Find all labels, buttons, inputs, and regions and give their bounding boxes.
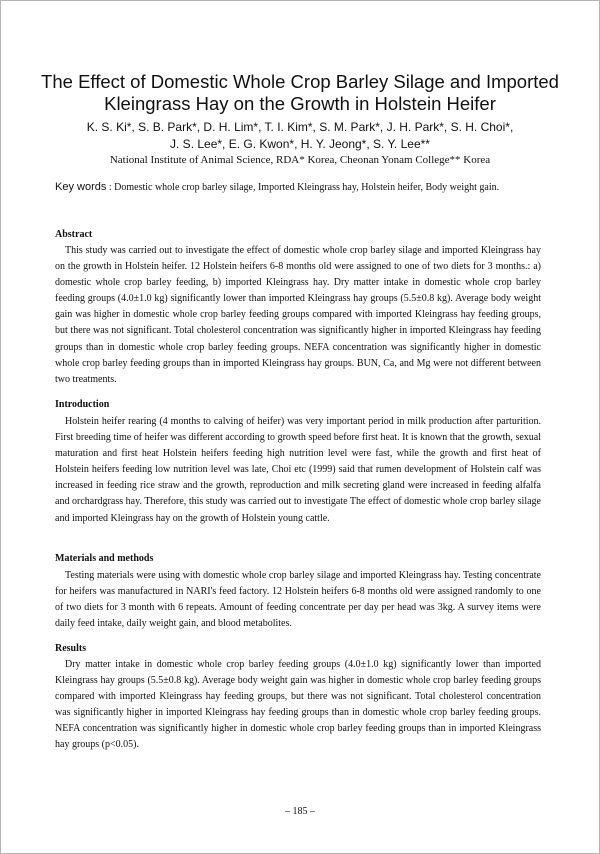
methods-heading: Materials and methods [55,553,154,564]
results-heading: Results [55,643,87,654]
introduction-text: Holstein heifer rearing (4 months to calving of heifer) was very important period in milk production after parturition. First breeding time of heifer was different according to growth speed before first heat. It is known that the growth, sexual maturation and first heat Holstein heifers feeding high nutrition level were fast, while the growth and first heat of Holstein heifers feeding low nutrition level was late, Choi etc (1999) said that rumen development of Holstein calf was increased in feeding rice straw and the growth, reproduction and milk secreting gland were increased in feeding alfalfa and orchardgrass hay. Therefore, this study was carried out to investigate The effect of domestic whole crop barley silage and imported Kleingrass hay on the growth of Holstein young cattle. [55,416,541,524]
methods-text: Testing materials were using with domestic whole crop barley silage and imported Kleingrass hay. Testing concentrate for heifers was manufactured in NARI's feed factory. 12 Holstein heifers 6-8 months old were assigned randomly to one of two diets for 3 month with 6 repeats. Amount of feeding concentrate per day per head was 3kg. A survey items were daily feed intake, daily weight gain, and blood metabolites. [55,570,541,630]
author-list-line-2: J. S. Lee*, E. G. Kwon*, H. Y. Jeong*, S. Y. Lee** [170,137,430,151]
page-number: – 185 – [285,806,315,817]
abstract-heading: Abstract [55,229,93,240]
results-text: Dry matter intake in domestic whole crop barley feeding groups (4.0±1.0 kg) significantly lower than imported Kleingrass hay groups (5.5±0.8 kg). Average body weight gain was higher in domestic whole crop barley feeding groups compared with imported Kleingrass hay feeding groups, but there was not significant. Total cholesterol concentration was significantly higher in imported Kleingrass hay feeding groups than in domestic whole crop barley feeding groups. NEFA concentration was significantly higher in domestic whole crop barley feeding groups than in imported Kleingrass hay groups (p<0.05). [55,659,541,751]
introduction-heading: Introduction [55,399,110,410]
author-list-line-1: K. S. Ki*, S. B. Park*, D. H. Lim*, T. I. Kim*, S. M. Park*, J. H. Park*, S. H. Choi*, [86,120,514,134]
keywords-label: Key words [55,181,107,193]
paper-title-line-1: The Effect of Domestic Whole Crop Barley Silage and Imported [41,71,559,92]
paper-title-line-2: Kleingrass Hay on the Growth in Holstein Heifer [104,93,496,114]
abstract-text: This study was carried out to investigate the effect of domestic whole crop barley silage and imported Kleingrass hay on the growth in Holstein heifer. 12 Holstein heifers 6-8 months old were assigned to one of two diets for 3 months.: a) domestic whole crop barley feeding, b) imported Kleingrass hay. Dry matter intake in domestic whole crop barley feeding groups (4.0±1.0 kg) significantly lower than imported Kleingrass hay groups (5.5±0.8 kg). Average body weight gain was higher in domestic whole crop barley feeding groups compared with imported Kleingrass hay feeding groups, but there was not significant. Total cholesterol concentration was significantly higher in imported Kleingrass hay feeding groups than in domestic whole crop barley feeding groups. NEFA concentration was significantly higher in domestic whole crop barley feeding groups than in imported Kleingrass hay groups. BUN, Ca, and Mg were not different between two treatments. [55,245,541,385]
affiliation: National Institute of Animal Science, RDA* Korea, Cheonan Yonam College** Korea [109,154,491,166]
keywords-text: : Domestic whole crop barley silage, Imported Kleingrass hay, Holstein heifer, Body weight gain. [108,182,500,193]
keywords [55,179,555,196]
